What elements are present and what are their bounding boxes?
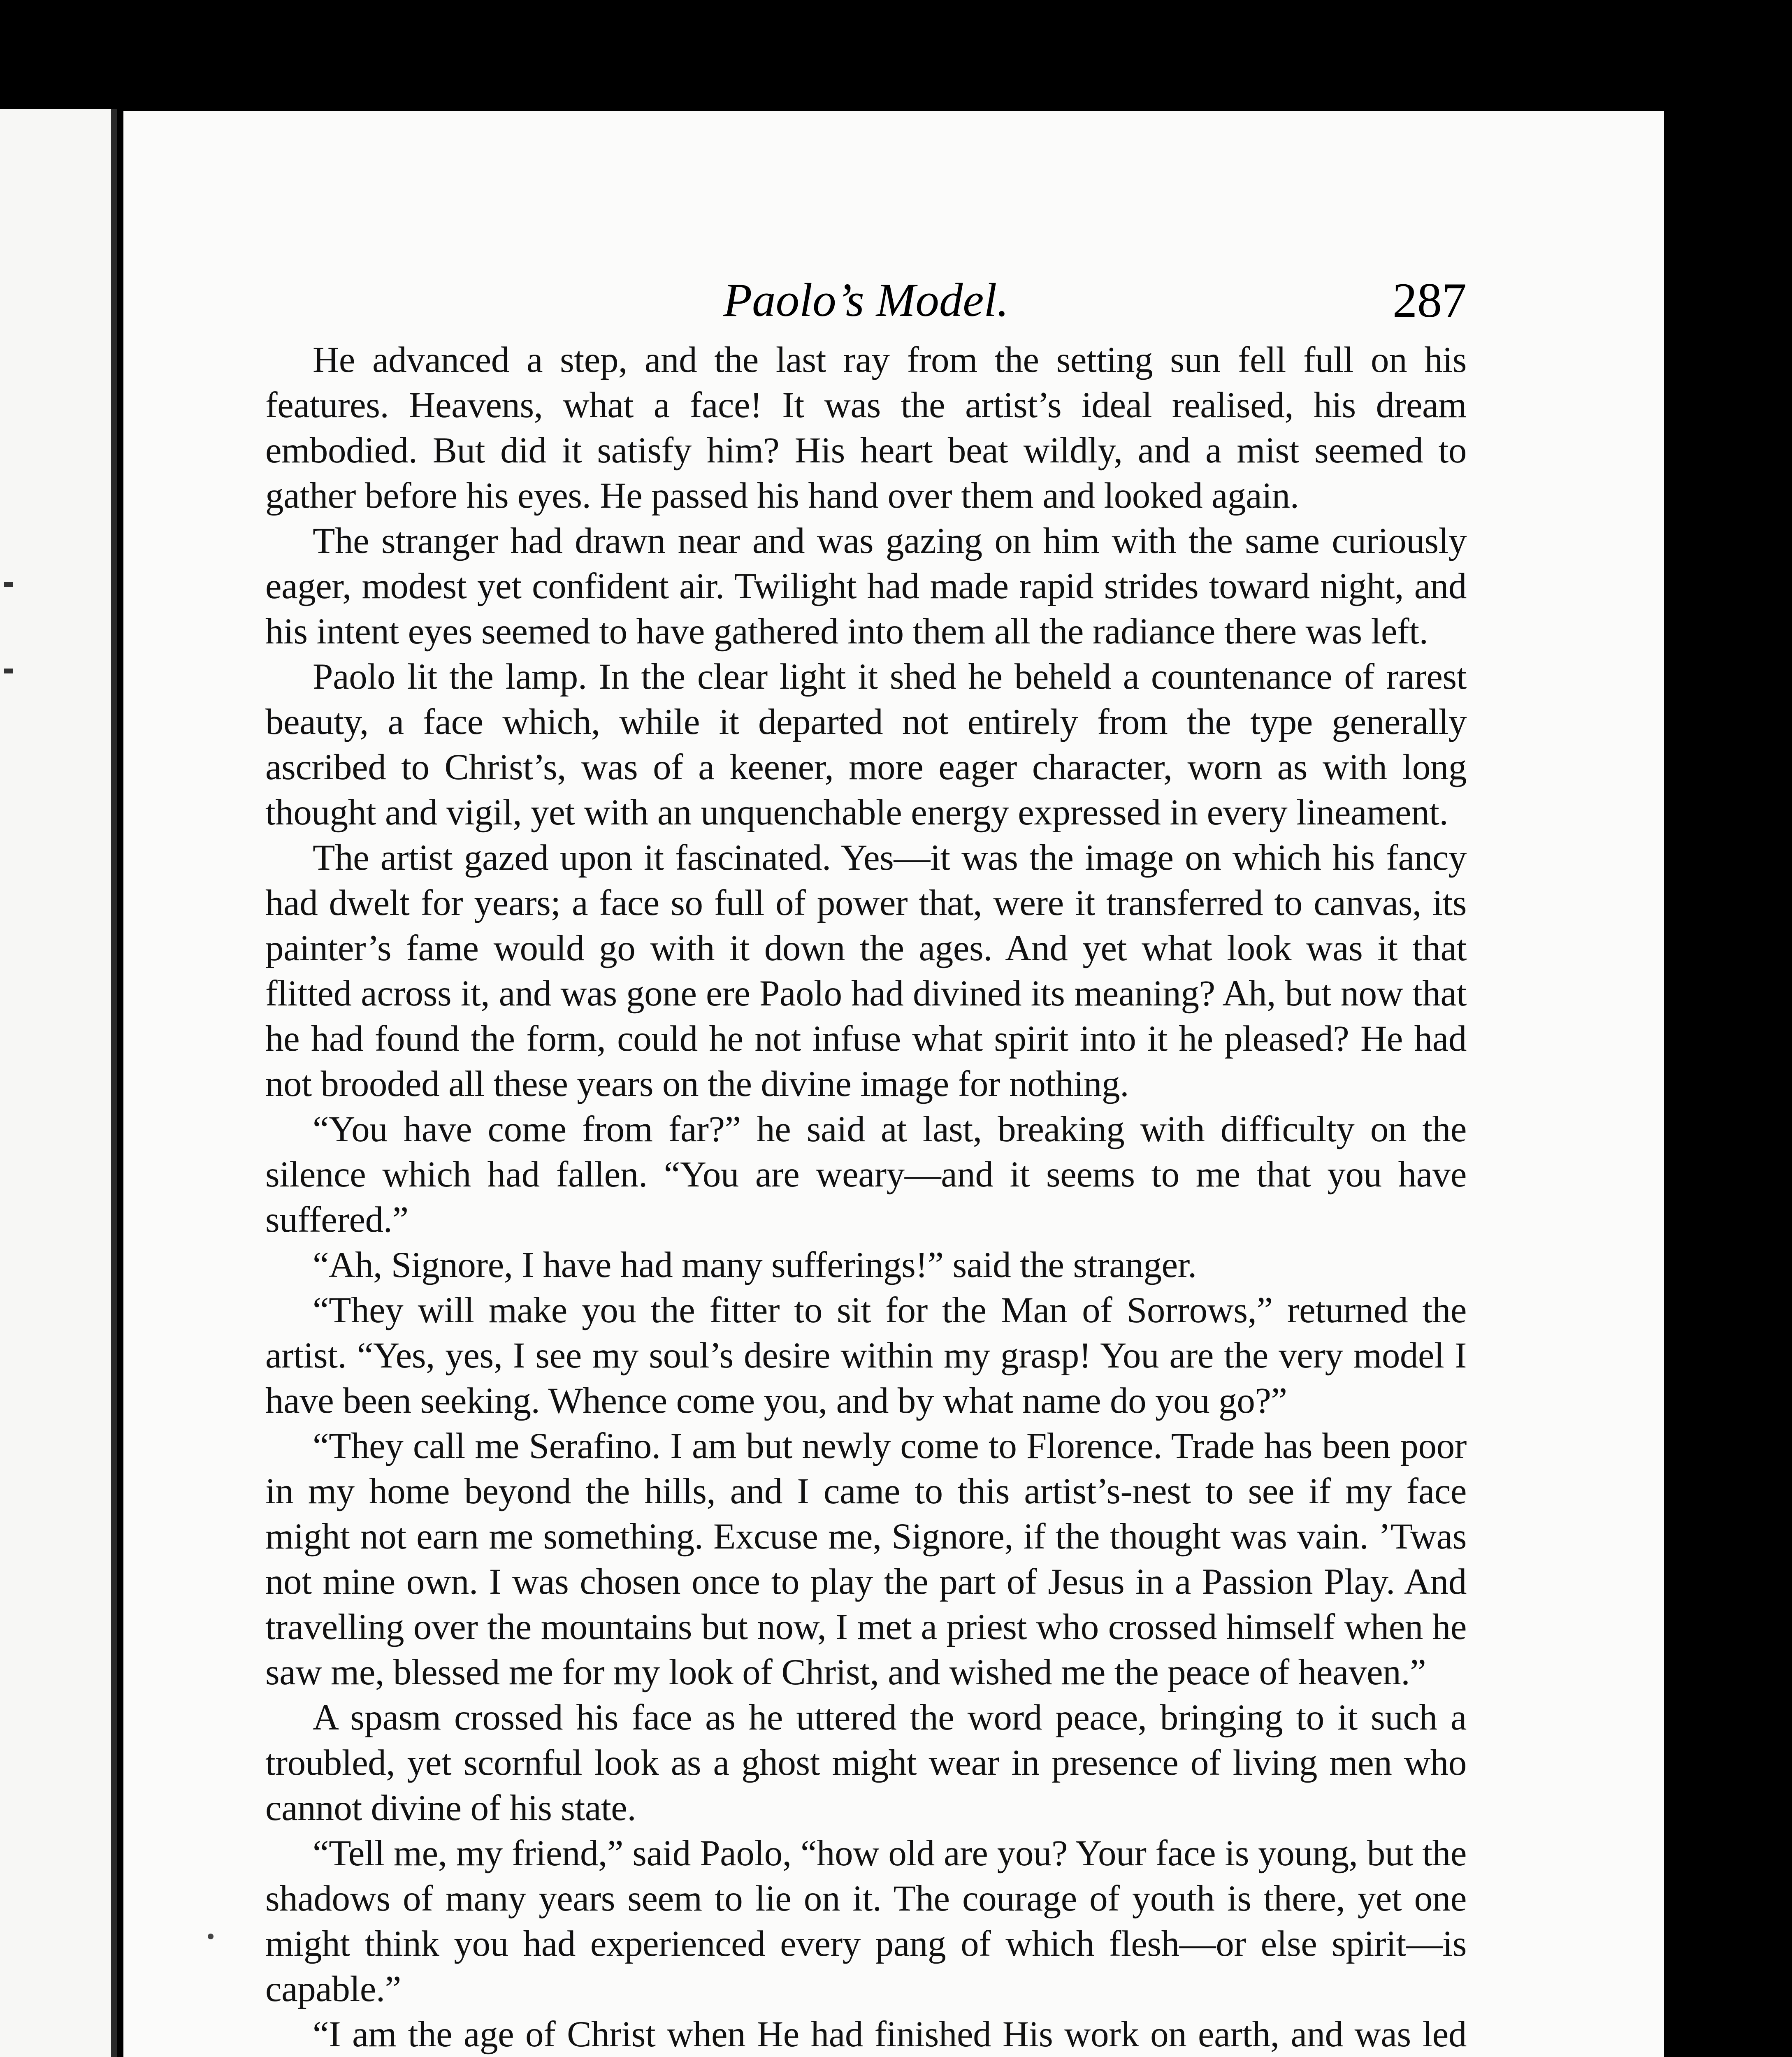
previous-page-edge [0,109,117,2057]
page-text-block [265,263,1467,2057]
paragraph: “They call me Serafino. I am but newly come to Florence. Trade has been poor in my home beyond the hills, and I came to this artist’s-nest to see if my face might not earn me something. Excuse me, Signore, if the thought was vain. ’Twas not mine own. I was chosen once to play the part of Jesus in a Passion Play. And travelling over the mountains but now, I met a priest who crossed himself when he saw me, blessed me for my look of Christ, and wished me the peace of heaven.” [265,1426,1467,1692]
paragraph: “I am the age of Christ when He had finished His work on earth, and was led [313,2014,1467,2055]
book-page [123,111,1664,2057]
paragraph: “Ah, Signore, I have had many sufferings!” said the stranger. [313,1245,1197,1285]
margin-mark [4,669,13,673]
paragraph: A spasm crossed his face as he uttered the word peace, bringing to it such a troubled, yet scornful look as a ghost might wear in presence of living men who cannot divine of his state. [265,1697,1467,1828]
margin-mark [4,582,13,587]
running-title: Paolo’s Model. [723,274,1009,326]
running-head [265,263,1467,337]
paragraph: “You have come from far?” he said at last, breaking with difficulty on the silence which had fallen. “You are weary—and it seems to me that you have suffered.” [265,1109,1467,1240]
paragraph: “Tell me, my friend,” said Paolo, “how old are you? Your face is young, but the shadows of many years seem to lie on it. The courage of youth is there, yet one might think you had experienced every pang of which flesh—or else spirit—is capable.” [265,1833,1467,2009]
paragraph: “They will make you the fitter to sit for the Man of Sorrows,” returned the artist. “Yes, yes, I see my soul’s desire within my grasp! You are the very model I have been seeking. Whence come you, and by what name do you go?” [265,1290,1467,1421]
paragraph: The stranger had drawn near and was gazing on him with the same curiously eager, modest yet confident air. Twilight had made rapid strides toward night, and his intent eyes seemed to have gathered into them all the radiance there was left. [265,521,1467,652]
paragraph: The artist gazed upon it fascinated. Yes—it was the image on which his fancy had dwelt for years; a face so full of power that, were it transferred to canvas, its painter’s fame would go with it down the ages. And yet what look was it that flitted across it, and was gone ere Paolo had divined its meaning? Ah, but now that he had found the form, could he not infuse what spirit into it he pleased? He had not brooded all these years on the divine image for nothing. [265,838,1467,1104]
page-number: 287 [1393,273,1467,327]
paragraph: He advanced a step, and the last ray from the setting sun fell full on his features. Heavens, what a face! It was the artist’s ideal realised, his dream embodied. But did it satisfy him? His heart beat wildly, and a mist seemed to gather before his eyes. He passed his hand over them and looked again. [265,340,1467,516]
paragraph: Paolo lit the lamp. In the clear light it shed he beheld a countenance of rarest beauty, a face which, while it departed not entirely from the type generally ascribed to Christ’s, was of a keener, more eager character, worn as with long thought and vigil, yet with an unquenchable energy expressed in every lineament. [265,657,1467,833]
paper-speck [208,1934,214,1939]
